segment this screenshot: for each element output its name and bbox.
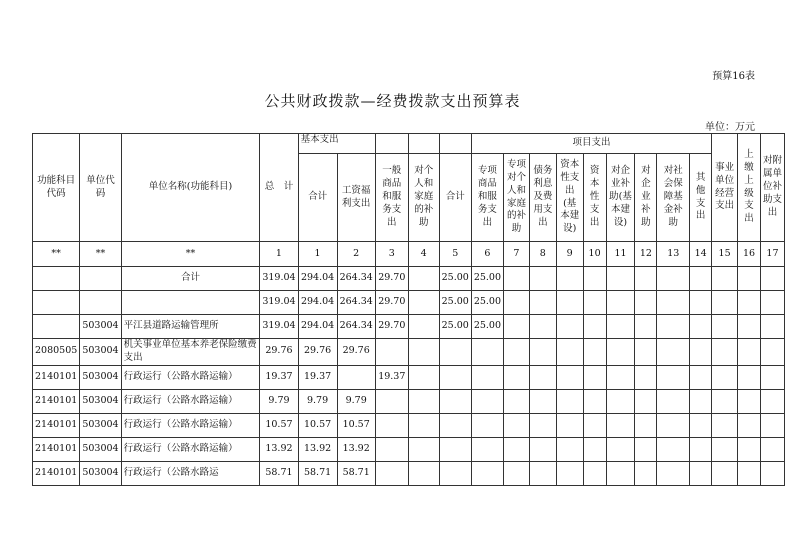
unit-name-cell: 行政运行（公路水路运 (121, 461, 260, 485)
value-cell: 9.79 (260, 389, 298, 413)
value-cell (606, 365, 635, 389)
index-cell: ** (80, 242, 121, 267)
value-cell (760, 413, 784, 437)
index-cell: 8 (529, 242, 556, 267)
value-cell (738, 291, 761, 315)
unit-code-cell (80, 267, 121, 291)
index-cell: 5 (439, 242, 471, 267)
header-func-code: 功能科目代码 (33, 134, 80, 242)
value-cell (529, 339, 556, 366)
value-cell (712, 413, 738, 437)
value-cell (738, 461, 761, 485)
value-cell: 25.00 (471, 267, 503, 291)
index-cell: 3 (375, 242, 408, 267)
value-cell: 10.57 (260, 413, 298, 437)
value-cell (712, 389, 738, 413)
value-cell (657, 437, 690, 461)
unit-code-cell: 503004 (80, 461, 121, 485)
value-cell (635, 389, 657, 413)
value-cell (635, 437, 657, 461)
value-cell (606, 413, 635, 437)
value-cell: 58.71 (337, 461, 375, 485)
value-cell (556, 413, 583, 437)
value-cell (635, 315, 657, 339)
unit-code-cell: 503004 (80, 389, 121, 413)
value-cell (712, 437, 738, 461)
value-cell (375, 437, 408, 461)
value-cell (583, 413, 606, 437)
value-cell (471, 413, 503, 437)
value-cell (337, 365, 375, 389)
header-blank (375, 134, 408, 154)
table-row (33, 291, 785, 315)
value-cell (606, 389, 635, 413)
value-cell (556, 461, 583, 485)
unit-code-cell (80, 291, 121, 315)
value-cell (556, 437, 583, 461)
value-cell (504, 437, 530, 461)
value-cell (529, 389, 556, 413)
index-row (33, 242, 785, 267)
value-cell (583, 267, 606, 291)
value-cell (657, 389, 690, 413)
header-blank (439, 134, 471, 154)
table-row (33, 461, 785, 485)
header-unit-name: 单位名称(功能科目) (121, 134, 260, 242)
value-cell (529, 291, 556, 315)
unit-name-cell: 行政运行（公路水路运输） (121, 413, 260, 437)
table-row (33, 365, 785, 389)
value-cell (439, 437, 471, 461)
value-cell (529, 315, 556, 339)
unit-name-cell: 行政运行（公路水路运输） (121, 389, 260, 413)
form-number: 预算16表 (712, 71, 755, 82)
value-cell (556, 291, 583, 315)
value-cell (657, 339, 690, 366)
value-cell: 25.00 (439, 291, 471, 315)
header-proj-personal: 专项对个人和家庭的补助 (504, 154, 530, 242)
value-cell (408, 267, 439, 291)
value-cell: 25.00 (439, 267, 471, 291)
value-cell (439, 389, 471, 413)
header-proj-goods: 专项商品和服务支出 (471, 154, 503, 242)
value-cell (439, 461, 471, 485)
value-cell: 10.57 (337, 413, 375, 437)
value-cell (408, 461, 439, 485)
value-cell (583, 437, 606, 461)
value-cell (760, 291, 784, 315)
page-title: 公共财政拨款—经费拨款支出预算表 (264, 92, 521, 110)
value-cell: 19.37 (298, 365, 337, 389)
value-cell: 58.71 (260, 461, 298, 485)
index-cell: 17 (760, 242, 784, 267)
value-cell (690, 291, 712, 315)
value-cell (690, 389, 712, 413)
value-cell (471, 461, 503, 485)
func-code-cell (33, 267, 80, 291)
value-cell: 13.92 (260, 437, 298, 461)
value-cell (583, 315, 606, 339)
index-cell: ** (121, 242, 260, 267)
value-cell: 29.76 (337, 339, 375, 366)
value-cell: 319.04 (260, 315, 298, 339)
value-cell (635, 413, 657, 437)
value-cell (657, 291, 690, 315)
value-cell: 29.70 (375, 315, 408, 339)
value-cell (529, 413, 556, 437)
unit-name-cell: 机关事业单位基本养老保险缴费支出 (121, 339, 260, 366)
value-cell (635, 339, 657, 366)
value-cell (690, 339, 712, 366)
value-cell (504, 339, 530, 366)
value-cell (635, 461, 657, 485)
value-cell: 264.34 (337, 315, 375, 339)
func-code-cell: 2140101 (33, 461, 80, 485)
index-cell: 13 (657, 242, 690, 267)
value-cell (504, 365, 530, 389)
header-basic-total: 合计 (298, 154, 337, 242)
value-cell (556, 339, 583, 366)
unit-name-cell: 平江县道路运输管理所 (121, 315, 260, 339)
table-row (33, 339, 785, 366)
index-cell: 11 (606, 242, 635, 267)
value-cell (657, 267, 690, 291)
value-cell (583, 291, 606, 315)
header-blank (408, 134, 439, 154)
index-cell: 16 (738, 242, 761, 267)
header-basic: 基本支出 (298, 134, 375, 154)
value-cell (556, 389, 583, 413)
func-code-cell (33, 315, 80, 339)
func-code-cell: 2140101 (33, 437, 80, 461)
value-cell: 29.76 (260, 339, 298, 366)
value-cell (760, 389, 784, 413)
value-cell (504, 389, 530, 413)
index-cell: 12 (635, 242, 657, 267)
value-cell (408, 365, 439, 389)
table-row (33, 267, 785, 291)
value-cell: 29.70 (375, 267, 408, 291)
index-cell: 6 (471, 242, 503, 267)
table-row (33, 315, 785, 339)
value-cell (471, 339, 503, 366)
index-cell: 9 (556, 242, 583, 267)
value-cell (606, 461, 635, 485)
value-cell (529, 461, 556, 485)
value-cell (556, 365, 583, 389)
table-row (33, 389, 785, 413)
value-cell (738, 315, 761, 339)
budget-table (32, 133, 785, 486)
value-cell (408, 291, 439, 315)
header-capital: 资本性支出 (583, 154, 606, 242)
value-cell (690, 365, 712, 389)
index-cell: 1 (260, 242, 298, 267)
header-personal-basic: 对个人和家庭的补助 (408, 154, 439, 242)
unit-code-cell: 503004 (80, 437, 121, 461)
value-cell: 19.37 (375, 365, 408, 389)
header-enterprise-construction: 对企业补助(基本建设) (606, 154, 635, 242)
value-cell (712, 267, 738, 291)
unit-code-cell: 503004 (80, 339, 121, 366)
value-cell (583, 389, 606, 413)
value-cell (712, 461, 738, 485)
unit-name-cell: 合计 (121, 267, 260, 291)
value-cell (556, 267, 583, 291)
func-code-cell (33, 291, 80, 315)
value-cell (760, 315, 784, 339)
value-cell (738, 267, 761, 291)
value-cell (606, 437, 635, 461)
func-code-cell: 2140101 (33, 413, 80, 437)
value-cell (657, 365, 690, 389)
table-row (33, 413, 785, 437)
header-capital-construction: 资本性支出(基本建设) (556, 154, 583, 242)
value-cell (408, 315, 439, 339)
value-cell (738, 413, 761, 437)
index-cell: 4 (408, 242, 439, 267)
value-cell: 25.00 (471, 315, 503, 339)
index-cell: 14 (690, 242, 712, 267)
value-cell (635, 291, 657, 315)
value-cell (529, 267, 556, 291)
value-cell (690, 437, 712, 461)
value-cell (690, 413, 712, 437)
index-cell: 10 (583, 242, 606, 267)
unit-code-cell: 503004 (80, 413, 121, 437)
header-social-security: 对社会保障基金补助 (657, 154, 690, 242)
value-cell: 264.34 (337, 267, 375, 291)
value-cell (738, 365, 761, 389)
value-cell (760, 365, 784, 389)
value-cell (690, 315, 712, 339)
value-cell (760, 461, 784, 485)
header-goods-basic: 一般商品和服务支出 (375, 154, 408, 242)
value-cell (657, 413, 690, 437)
value-cell: 264.34 (337, 291, 375, 315)
header-business-unit: 事业单位经营支出 (712, 134, 738, 242)
value-cell: 58.71 (298, 461, 337, 485)
value-cell (504, 413, 530, 437)
value-cell (657, 461, 690, 485)
value-cell: 294.04 (298, 291, 337, 315)
unit-name-cell: 行政运行（公路水路运输） (121, 437, 260, 461)
header-debt: 债务利息及费用支出 (529, 154, 556, 242)
value-cell (760, 339, 784, 366)
value-cell (471, 365, 503, 389)
table-row (33, 437, 785, 461)
value-cell (583, 365, 606, 389)
value-cell (408, 437, 439, 461)
index-cell: ** (33, 242, 80, 267)
value-cell (606, 339, 635, 366)
value-cell (690, 461, 712, 485)
func-code-cell: 2140101 (33, 389, 80, 413)
value-cell (408, 413, 439, 437)
value-cell (657, 315, 690, 339)
value-cell: 319.04 (260, 267, 298, 291)
value-cell (738, 437, 761, 461)
unit-code-cell: 503004 (80, 365, 121, 389)
index-cell: 7 (504, 242, 530, 267)
value-cell (439, 365, 471, 389)
value-cell (504, 315, 530, 339)
header-total: 总 计 (260, 134, 298, 242)
value-cell (529, 365, 556, 389)
value-cell: 9.79 (337, 389, 375, 413)
value-cell (712, 291, 738, 315)
value-cell (738, 339, 761, 366)
value-cell (712, 315, 738, 339)
value-cell (504, 291, 530, 315)
unit-name-cell: 行政运行（公路水路运输） (121, 365, 260, 389)
value-cell (375, 413, 408, 437)
value-cell (712, 365, 738, 389)
unit-name-cell (121, 291, 260, 315)
header-project: 项目支出 (471, 134, 711, 154)
value-cell: 29.70 (375, 291, 408, 315)
value-cell (690, 267, 712, 291)
header-enterprise: 对企业补助 (635, 154, 657, 242)
value-cell (556, 315, 583, 339)
unit-code-cell: 503004 (80, 315, 121, 339)
value-cell (606, 315, 635, 339)
value-cell (504, 461, 530, 485)
value-cell (635, 267, 657, 291)
index-cell: 15 (712, 242, 738, 267)
value-cell (529, 437, 556, 461)
index-cell: 1 (298, 242, 337, 267)
value-cell (504, 267, 530, 291)
unit-label: 单位：万元 (705, 122, 755, 133)
value-cell: 25.00 (471, 291, 503, 315)
value-cell: 25.00 (439, 315, 471, 339)
value-cell (375, 461, 408, 485)
value-cell (712, 339, 738, 366)
value-cell (583, 339, 606, 366)
header-salary: 工资福利支出 (337, 154, 375, 242)
value-cell (606, 267, 635, 291)
value-cell (471, 437, 503, 461)
value-cell (408, 389, 439, 413)
header-to-upper: 上缴上级支出 (738, 134, 761, 242)
value-cell (635, 365, 657, 389)
value-cell (439, 339, 471, 366)
value-cell (606, 291, 635, 315)
header-unit-code: 单位代码 (80, 134, 121, 242)
value-cell: 29.76 (298, 339, 337, 366)
index-cell: 2 (337, 242, 375, 267)
func-code-cell: 2140101 (33, 365, 80, 389)
func-code-cell: 2080505 (33, 339, 80, 366)
header-other: 其他支出 (690, 154, 712, 242)
value-cell: 319.04 (260, 291, 298, 315)
value-cell: 9.79 (298, 389, 337, 413)
value-cell (439, 413, 471, 437)
value-cell: 294.04 (298, 315, 337, 339)
value-cell: 13.92 (298, 437, 337, 461)
value-cell: 13.92 (337, 437, 375, 461)
value-cell (760, 267, 784, 291)
value-cell (760, 437, 784, 461)
value-cell (375, 389, 408, 413)
value-cell: 19.37 (260, 365, 298, 389)
value-cell (471, 389, 503, 413)
value-cell: 294.04 (298, 267, 337, 291)
value-cell (738, 389, 761, 413)
value-cell (583, 461, 606, 485)
header-proj-total: 合计 (439, 154, 471, 242)
value-cell (408, 339, 439, 366)
value-cell: 10.57 (298, 413, 337, 437)
header-to-affiliated: 对附属单位补助支出 (760, 134, 784, 242)
value-cell (375, 339, 408, 366)
